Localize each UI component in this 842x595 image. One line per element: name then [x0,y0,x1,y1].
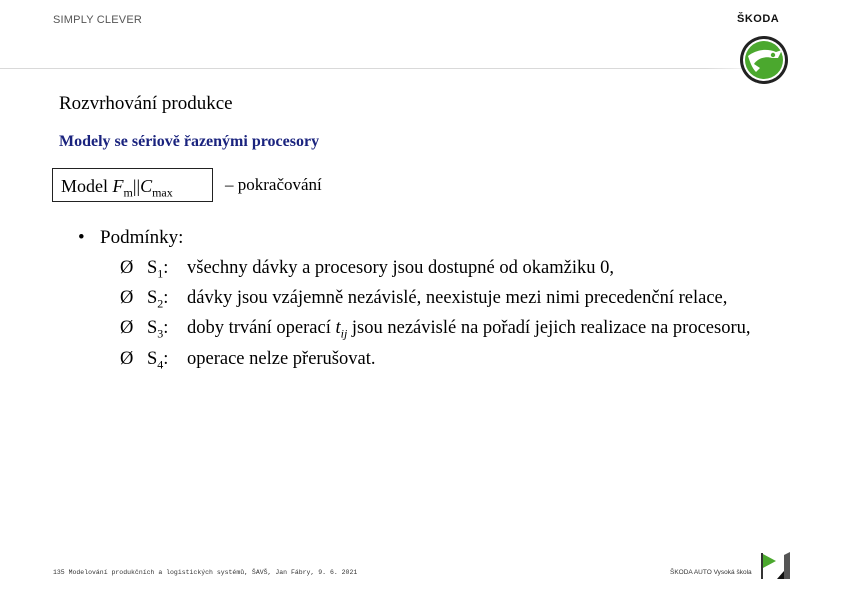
model-f: F [112,176,124,196]
skoda-logo-icon [738,34,790,86]
model-prefix: Model [61,176,113,196]
condition-text-after: jsou nezávislé na pořadí jejich realizace na procesoru, [347,318,751,338]
continuation-note: – pokračování [225,175,322,194]
model-c: C [140,176,153,196]
variable-t-subscript: ij [340,326,348,341]
condition-s2 [120,288,727,312]
arrow-bullet-icon: Ø [120,349,134,369]
slogan: SIMPLY CLEVER [53,14,143,26]
condition-label: $S_2$: [147,288,169,311]
condition-text: dávky jsou vzájemně nezávislé, neexistuje mezi nimi precedenční relace, [187,288,728,308]
condition-s3 [120,318,751,342]
brand-name: ŠKODA [737,13,780,25]
condition-text: všechny dávky a procesory jsou dostupné od okamžiku 0, [187,258,614,278]
condition-label: $S_1$: [147,258,169,281]
model-max: max [152,185,173,200]
footer-text: 135 Modelování produkčních a logistických systémů, ŠAVŠ, Jan Fábry, 9. 6. 2021 [53,569,358,576]
condition-label: $S_3$: [147,318,169,341]
condition-text-before: doby trvání operací [187,318,336,338]
arrow-bullet-icon: Ø [120,318,134,338]
slide-subtitle: Modely se sériově řazenými procesory [59,133,320,150]
bullet-icon: • [78,227,85,248]
conditions-heading [78,227,183,249]
condition-text: operace nelze přerušovat. [187,349,376,369]
conditions-title: Podmínky: [100,227,184,248]
arrow-bullet-icon: Ø [120,288,134,308]
model-m: m [123,185,133,200]
variable-t: t [335,318,341,338]
slide-title: Rozvrhování produkce [59,93,233,114]
model-notation-box [52,168,213,202]
footer-school: ŠKODA AUTO Vysoká škola [670,569,752,576]
arrow-bullet-icon: Ø [120,258,134,278]
condition-s1 [120,258,614,282]
model-bars: || [132,176,141,196]
condition-label: $S_4$: [147,349,169,372]
condition-s4 [120,349,376,373]
school-flag-icon [758,551,792,581]
header-rule [0,68,705,69]
